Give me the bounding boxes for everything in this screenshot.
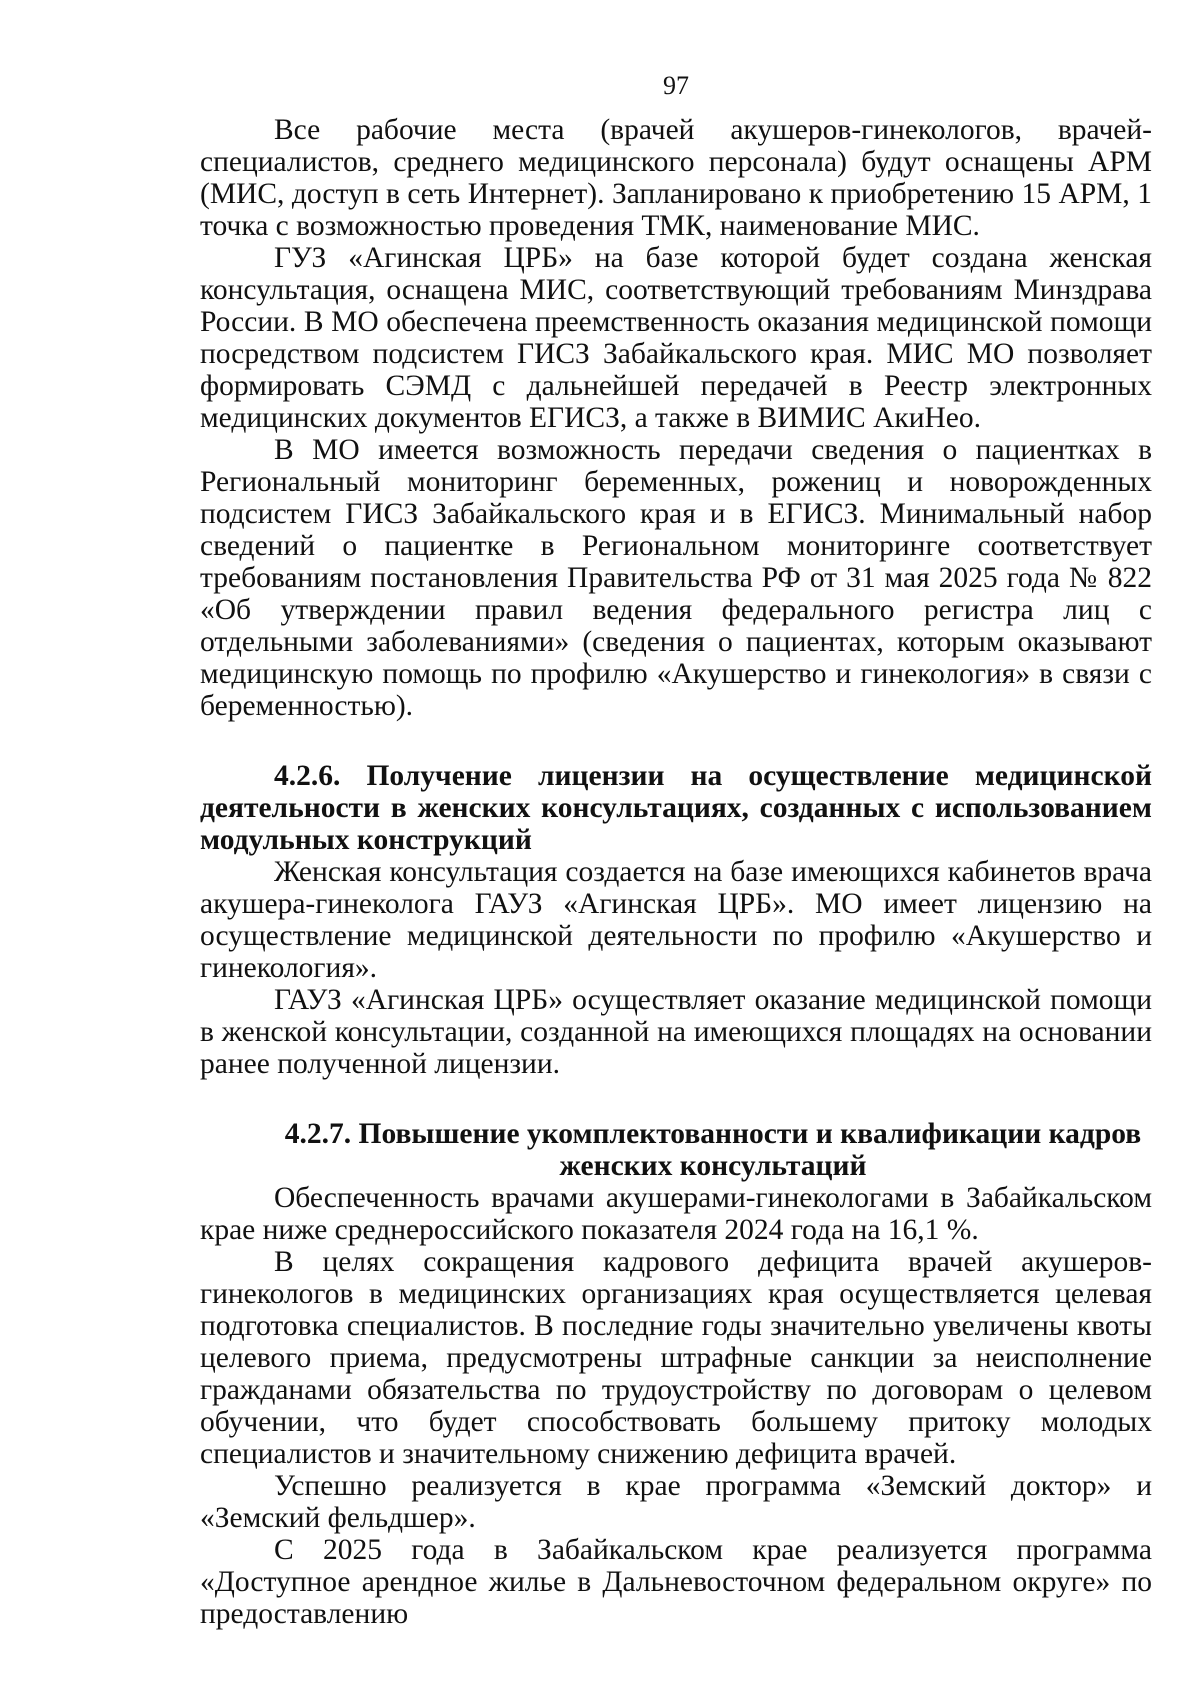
paragraph-staffing: Обеспеченность врачами акушерами-гинекологами в Забайкальском крае ниже среднероссийского показателя 2024 года на 16,1 %. <box>200 1182 1152 1246</box>
paragraph-monitoring: В МО имеется возможность передачи сведения о пациентках в Региональный мониторинг беременных, рожениц и новорожденных подсистем ГИСЗ Забайкальского края и в ЕГИСЗ. Минимальный набор сведений о пациентке в Региональном мониторинге соответствует требованиям постановления Правительства РФ от 31 мая 2025 года № 822 «Об утверждении правил ведения федерального регистра лиц с отдельными заболеваниями» (сведения о пациентах, которым оказывают медицинскую помощь по профилю «Акушерство и гинекология» в связи с беременностью). <box>200 434 1152 722</box>
paragraph-workstations: Все рабочие места (врачей акушеров-гинекологов, врачей-специалистов, среднего медицинского персонала) будут оснащены АРМ (МИС, доступ в сеть Интернет). Запланировано к приобретению 15 АРМ, 1 точка с возможностью проведения ТМК, наименование МИС. <box>200 114 1152 242</box>
spacer <box>200 722 1152 760</box>
section-heading-4-2-7: 4.2.7. Повышение укомплектованности и квалификации кадров женских консультаций <box>284 1118 1142 1182</box>
section-heading-4-2-6: 4.2.6. Получение лицензии на осуществление медицинской деятельности в женских консультациях, созданных с использованием модульных конструкций <box>200 760 1152 856</box>
paragraph-targeted-training: В целях сокращения кадрового дефицита врачей акушеров-гинекологов в медицинских организациях края осуществляется целевая подготовка специалистов. В последние годы значительно увеличены квоты целевого приема, предусмотрены штрафные санкции за неисполнение гражданами обязательства по трудоустройству по договорам о целевом обучении, что будет способствовать большему притоку молодых специалистов и значительному снижению дефицита врачей. <box>200 1246 1152 1470</box>
spacer <box>200 1080 1152 1118</box>
document-body <box>200 114 1152 1630</box>
paragraph-mis: ГУЗ «Агинская ЦРБ» на базе которой будет создана женская консультация, оснащена МИС, соответствующий требованиям Минздрава России. В МО обеспечена преемственность оказания медицинской помощи посредством подсистем ГИСЗ Забайкальского края. МИС МО позволяет формировать СЭМД с дальнейшей передачей в Реестр электронных медицинских документов ЕГИСЗ, а также в ВИМИС АкиНео. <box>200 242 1152 434</box>
paragraph-license: Женская консультация создается на базе имеющихся кабинетов врача акушера-гинеколога ГАУЗ «Агинская ЦРБ». МО имеет лицензию на осуществление медицинской деятельности по профилю «Акушерство и гинекология». <box>200 856 1152 984</box>
paragraph-zemsky-program: Успешно реализуется в крае программа «Земский доктор» и «Земский фельдшер». <box>200 1470 1152 1534</box>
paragraph-housing-program: С 2025 года в Забайкальском крае реализуется программа «Доступное арендное жилье в Дальневосточном федеральном округе» по предоставлению <box>200 1534 1152 1630</box>
page-number: 97 <box>663 71 689 100</box>
paragraph-license-basis: ГАУЗ «Агинская ЦРБ» осуществляет оказание медицинской помощи в женской консультации, созданной на имеющихся площадях на основании ранее полученной лицензии. <box>200 984 1152 1080</box>
